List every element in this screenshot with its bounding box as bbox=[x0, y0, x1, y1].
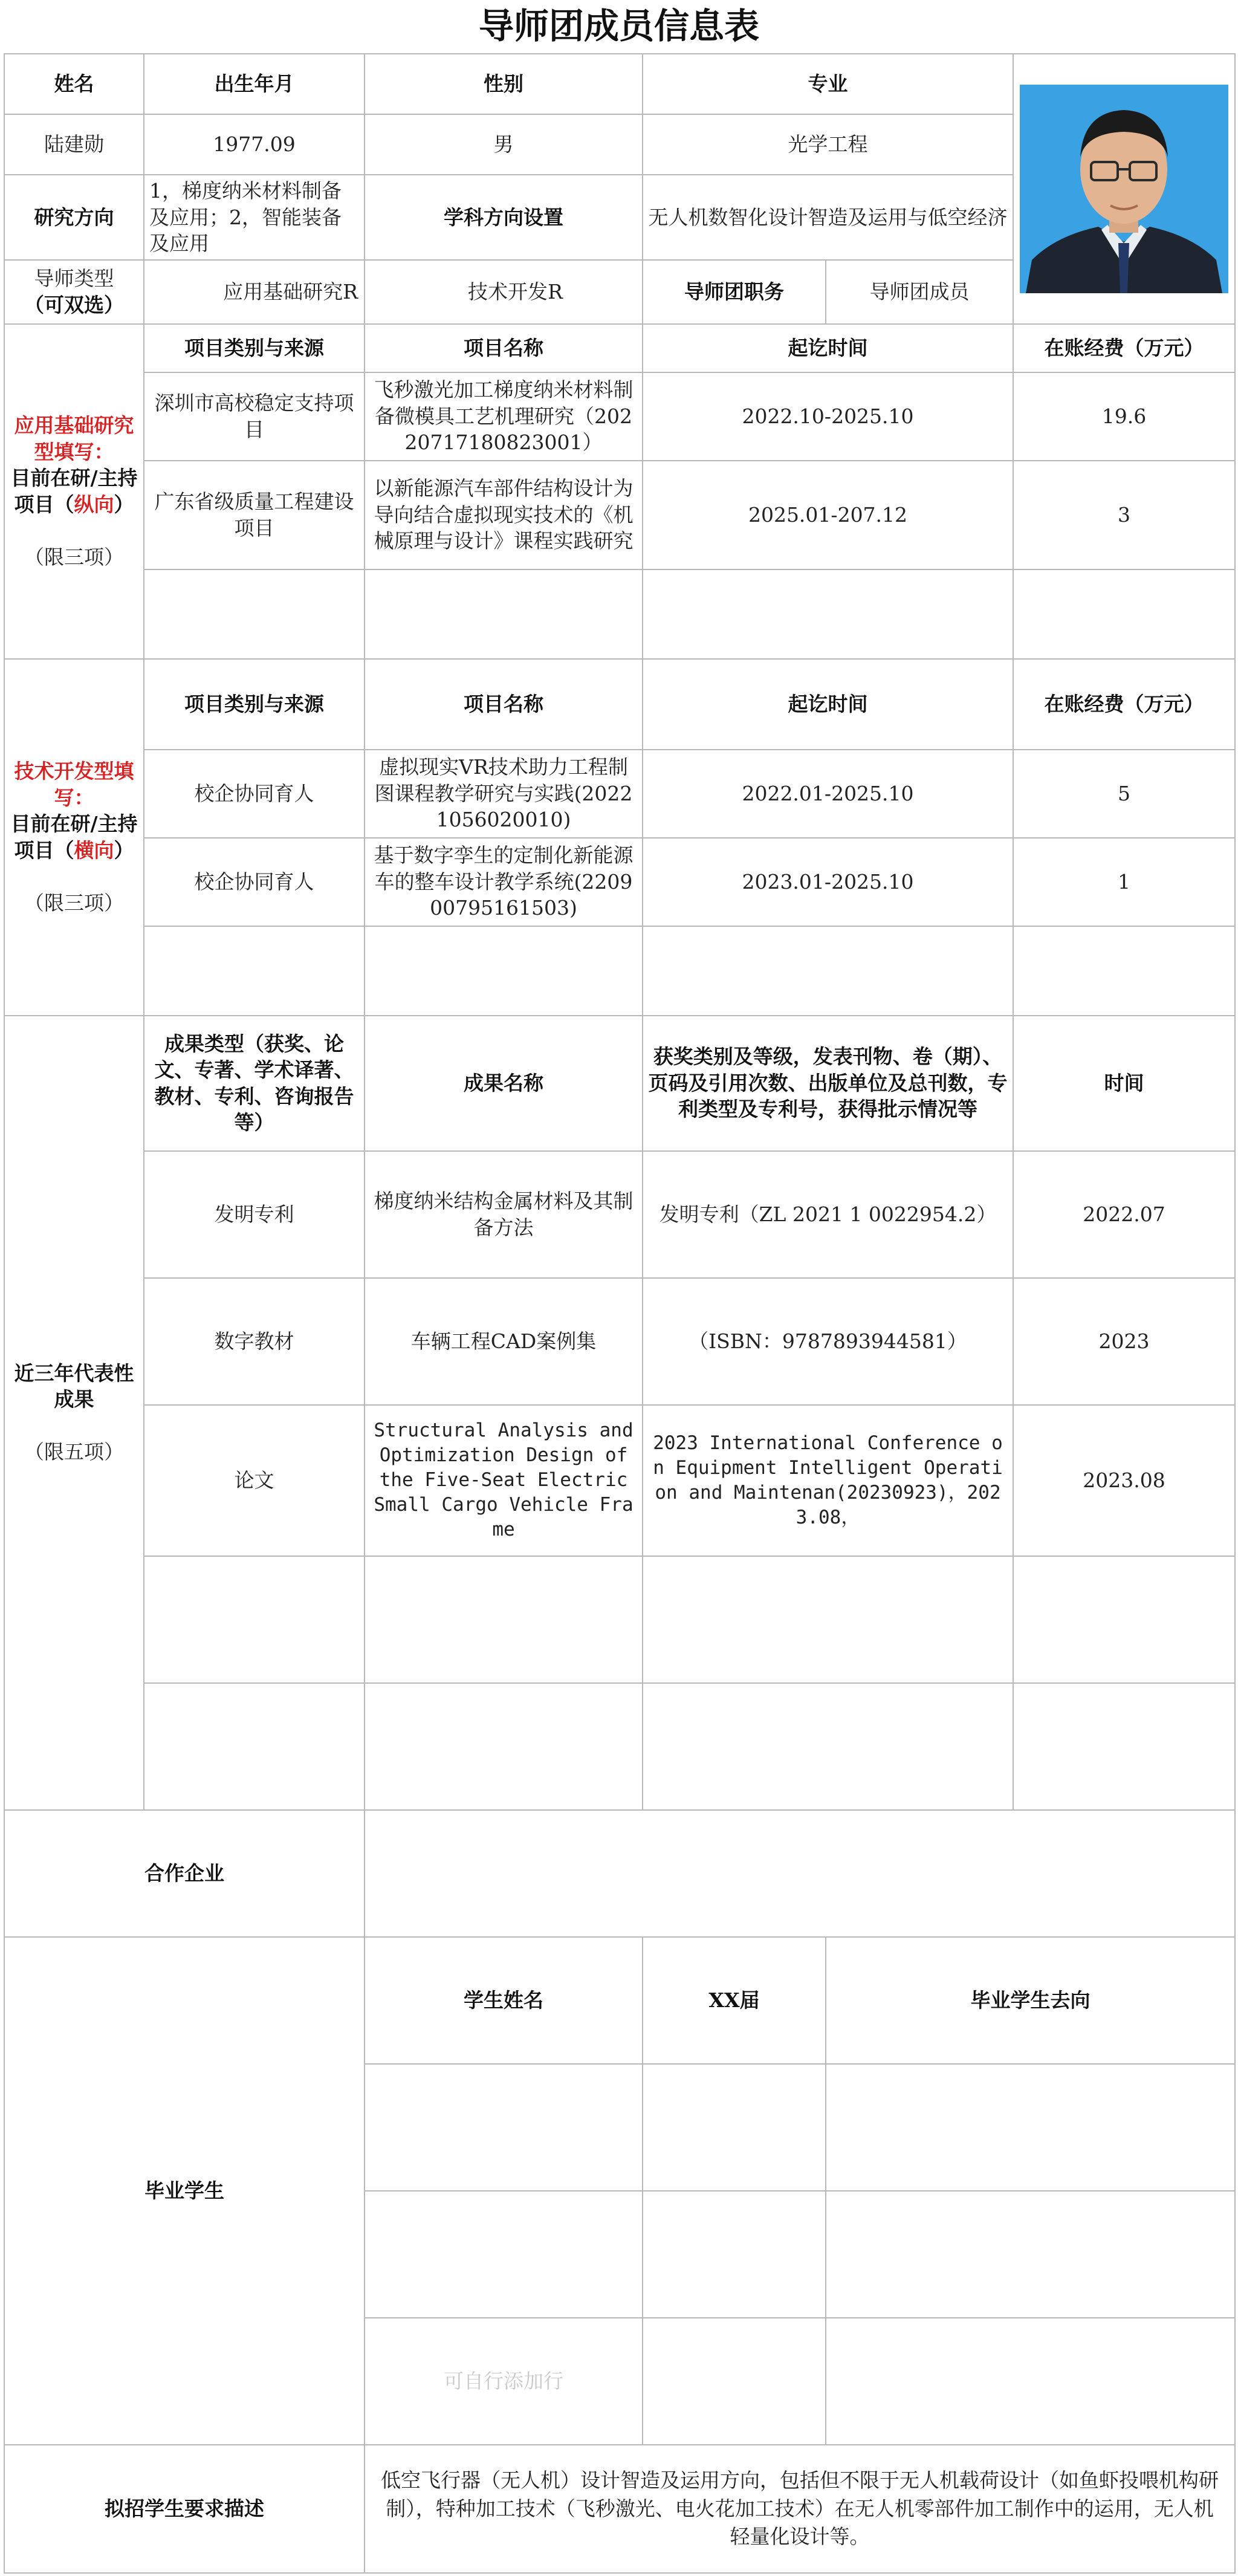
major-value: 光学工程 bbox=[643, 114, 1013, 175]
empty-cell bbox=[643, 569, 1013, 659]
achievement-name: Structural Analysis and Optimization Design of the Five-Seat Electric Small Cargo Vehicle Frame bbox=[365, 1405, 643, 1556]
achievement-time: 2023 bbox=[1013, 1278, 1235, 1405]
tech-project-period: 2022.01-2025.10 bbox=[643, 750, 1013, 838]
empty-cell bbox=[365, 569, 643, 659]
tech-section-desc-b: 横向 bbox=[74, 838, 114, 862]
requirements-text: 低空飞行器（无人机）设计智造及运用方向，包括但不限于无人机载荷设计（如鱼虾投喂机构研制），特种加工技术（飞秒激光、电火花加工技术）在无人机零部件加工制作中的运用，无人机轻量化设计等。 bbox=[365, 2445, 1235, 2573]
graduate-destination-cell[interactable] bbox=[826, 2318, 1235, 2445]
tech-project-period: 2023.01-2025.10 bbox=[643, 838, 1013, 926]
applied-project-period: 2025.01-207.12 bbox=[643, 461, 1013, 569]
applied-project-name: 飞秒激光加工梯度纳米材料制备微模具工艺机理研究（20220717180823001） bbox=[365, 372, 643, 461]
discipline-value: 无人机数智化设计智造及运用与低空经济 bbox=[643, 175, 1013, 260]
mentor-type-applied[interactable]: 应用基础研究R bbox=[144, 260, 365, 324]
applied-header-category: 项目类别与来源 bbox=[144, 324, 365, 372]
team-role-value: 导师团成员 bbox=[826, 260, 1013, 324]
tech-project-name: 虚拟现实VR技术助力工程制图课程教学研究与实践(20221056020010) bbox=[365, 750, 643, 838]
applied-section-label bbox=[4, 324, 144, 659]
graduate-header-name: 学生姓名 bbox=[365, 1937, 643, 2064]
tech-section-limit: （限三项） bbox=[24, 891, 124, 915]
tech-project-category: 校企协同育人 bbox=[144, 838, 365, 926]
graduate-header-year: XX届 bbox=[643, 1937, 826, 2064]
achievement-header-type: 成果类型（获奖、论文、专著、学术译著、教材、专利、咨询报告等） bbox=[144, 1016, 365, 1151]
partner-value[interactable] bbox=[365, 1810, 1235, 1937]
achievement-type: 论文 bbox=[144, 1405, 365, 1556]
empty-cell bbox=[144, 1683, 365, 1810]
page-title: 导师团成员信息表 bbox=[478, 5, 759, 47]
applied-project-period: 2022.10-2025.10 bbox=[643, 372, 1013, 461]
gender-label: 性别 bbox=[365, 54, 643, 114]
applied-header-funds: 在账经费（万元） bbox=[1013, 324, 1235, 372]
empty-cell bbox=[643, 1556, 1013, 1683]
achievement-type: 发明专利 bbox=[144, 1151, 365, 1278]
applied-header-period: 起讫时间 bbox=[643, 324, 1013, 372]
tech-project-category: 校企协同育人 bbox=[144, 750, 365, 838]
achievement-detail: 2023 International Conference on Equipment Intelligent Operation and Maintenan(20230923)，2023.08， bbox=[643, 1405, 1013, 1556]
mentor-type-text: 导师类型 bbox=[34, 267, 114, 291]
achievement-detail: （ISBN：9787893944581） bbox=[643, 1278, 1013, 1405]
applied-section-limit: （限三项） bbox=[24, 545, 124, 569]
achievements-limit: （限五项） bbox=[24, 1440, 124, 1464]
applied-section-title: 应用基础研究型填写： bbox=[14, 414, 134, 464]
photo-cell bbox=[1013, 54, 1235, 324]
empty-cell bbox=[365, 1683, 643, 1810]
applied-project-funds: 3 bbox=[1013, 461, 1235, 569]
empty-cell bbox=[144, 926, 365, 1016]
empty-cell bbox=[643, 1683, 1013, 1810]
tech-header-category: 项目类别与来源 bbox=[144, 659, 365, 750]
birth-label: 出生年月 bbox=[144, 54, 365, 114]
birth-value: 1977.09 bbox=[144, 114, 365, 175]
empty-cell bbox=[1013, 569, 1235, 659]
tech-header-funds: 在账经费（万元） bbox=[1013, 659, 1235, 750]
tech-section-label bbox=[4, 659, 144, 1016]
mentor-type-tech[interactable]: 技术开发R bbox=[365, 260, 643, 324]
achievement-header-detail: 获奖类别及等级，发表刊物、卷（期）、页码及引用次数、出版单位及总刊数，专利类型及专利号，获得批示情况等 bbox=[643, 1016, 1013, 1151]
graduate-header-destination: 毕业学生去向 bbox=[826, 1937, 1235, 2064]
graduate-year-cell[interactable] bbox=[643, 2191, 826, 2318]
graduates-label: 毕业学生 bbox=[4, 1937, 365, 2445]
tech-project-funds: 5 bbox=[1013, 750, 1235, 838]
name-value: 陆建勋 bbox=[4, 114, 144, 175]
graduate-name-cell[interactable] bbox=[365, 2191, 643, 2318]
add-row-hint: 可自行添加行 bbox=[365, 2318, 643, 2445]
team-role-label: 导师团职务 bbox=[643, 260, 826, 324]
tech-project-funds: 1 bbox=[1013, 838, 1235, 926]
requirements-label: 拟招学生要求描述 bbox=[4, 2445, 365, 2573]
achievement-type: 数字教材 bbox=[144, 1278, 365, 1405]
partner-label: 合作企业 bbox=[4, 1810, 365, 1937]
mentor-type-note: （可双选） bbox=[24, 293, 124, 317]
mentor-type-label bbox=[4, 260, 144, 324]
achievement-header-time: 时间 bbox=[1013, 1016, 1235, 1151]
name-label: 姓名 bbox=[4, 54, 144, 114]
graduate-year-cell[interactable] bbox=[643, 2318, 826, 2445]
achievement-time: 2023.08 bbox=[1013, 1405, 1235, 1556]
research-label: 研究方向 bbox=[4, 175, 144, 260]
applied-section-desc-b: 纵向 bbox=[74, 492, 114, 516]
empty-cell bbox=[1013, 1683, 1235, 1810]
applied-project-funds: 19.6 bbox=[1013, 372, 1235, 461]
applied-header-name: 项目名称 bbox=[365, 324, 643, 372]
achievement-name: 车辆工程CAD案例集 bbox=[365, 1278, 643, 1405]
empty-cell bbox=[144, 569, 365, 659]
research-value: 1，梯度纳米材料制备及应用；2，智能装备及应用 bbox=[144, 175, 365, 260]
empty-cell bbox=[365, 926, 643, 1016]
achievement-name: 梯度纳米结构金属材料及其制备方法 bbox=[365, 1151, 643, 1278]
applied-section-desc-a: 目前在研/主持项目（ bbox=[10, 466, 138, 516]
tech-section-desc-c: ） bbox=[114, 838, 134, 862]
tech-section-title: 技术开发型填写： bbox=[14, 759, 134, 809]
empty-cell bbox=[1013, 926, 1235, 1016]
tech-header-name: 项目名称 bbox=[365, 659, 643, 750]
empty-cell bbox=[365, 1556, 643, 1683]
portrait-photo bbox=[1020, 85, 1228, 293]
applied-project-category: 广东省级质量工程建设项目 bbox=[144, 461, 365, 569]
applied-project-name: 以新能源汽车部件结构设计为导向结合虚拟现实技术的《机械原理与设计》课程实践研究 bbox=[365, 461, 643, 569]
graduate-year-cell[interactable] bbox=[643, 2064, 826, 2191]
achievements-title: 近三年代表性成果 bbox=[14, 1361, 134, 1412]
mentor-info-table bbox=[4, 53, 1236, 2574]
empty-cell bbox=[144, 1556, 365, 1683]
graduate-destination-cell[interactable] bbox=[826, 2191, 1235, 2318]
achievement-detail: 发明专利（ZL 2021 1 0022954.2） bbox=[643, 1151, 1013, 1278]
applied-section-desc-c: ） bbox=[114, 492, 134, 516]
tech-section-desc-a: 目前在研/主持项目（ bbox=[10, 812, 138, 862]
achievement-time: 2022.07 bbox=[1013, 1151, 1235, 1278]
empty-cell bbox=[1013, 1556, 1235, 1683]
gender-value: 男 bbox=[365, 114, 643, 175]
applied-project-category: 深圳市高校稳定支持项目 bbox=[144, 372, 365, 461]
major-label: 专业 bbox=[643, 54, 1013, 114]
discipline-label: 学科方向设置 bbox=[365, 175, 643, 260]
tech-project-name: 基于数字孪生的定制化新能源车的整车设计教学系统(220900795161503) bbox=[365, 838, 643, 926]
empty-cell bbox=[643, 926, 1013, 1016]
tech-header-period: 起讫时间 bbox=[643, 659, 1013, 750]
graduate-destination-cell[interactable] bbox=[826, 2064, 1235, 2191]
achievements-label bbox=[4, 1016, 144, 1810]
achievement-header-name: 成果名称 bbox=[365, 1016, 643, 1151]
graduate-name-cell[interactable] bbox=[365, 2064, 643, 2191]
